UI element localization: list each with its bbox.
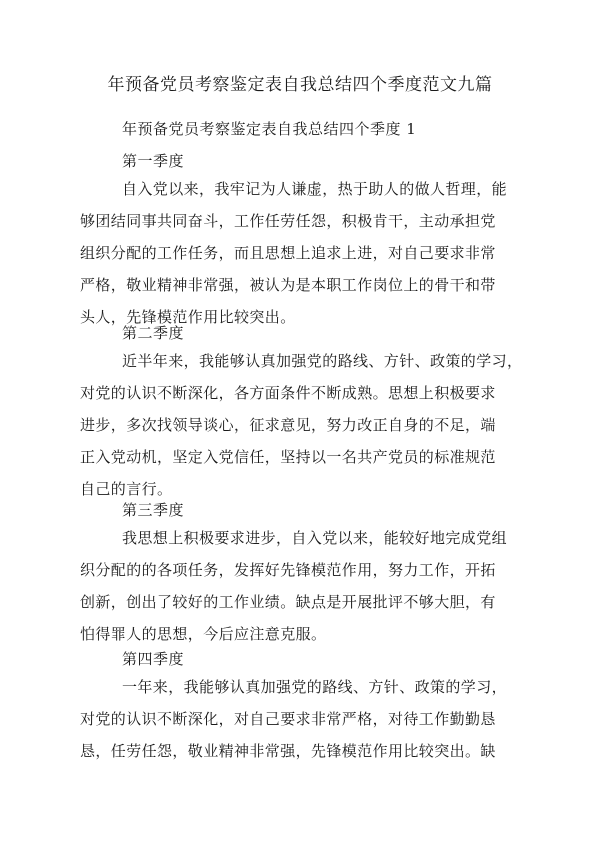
document-title: 年预备党员考察鉴定表自我总结四个季度范文九篇	[107, 75, 493, 95]
paragraph-line: 严格，敬业精神非常强，被认为是本职工作岗位上的骨干和带	[80, 276, 496, 294]
paragraph-line: 头人，先锋模范作用比较突出。	[80, 308, 296, 326]
section-paragraph-q1	[80, 173, 520, 333]
paragraph-line: 创新，创出了较好的工作业绩。缺点是开展批评不够大胆，有	[80, 593, 496, 611]
paragraph-line: 自己的言行。	[80, 480, 173, 498]
section-paragraph-q4	[80, 671, 520, 767]
section-heading-q3: 第三季度	[122, 501, 185, 519]
paragraph-line: 我思想上积极要求进步，自入党以来，能较好地完成党组	[122, 529, 508, 547]
paragraph-line: 正入党动机，坚定入党信任，坚持以一名共产党员的标准规范	[80, 448, 496, 466]
section-paragraph-q2	[80, 345, 523, 505]
paragraph-line: 对党的认识不断深化，对自己要求非常严格，对待工作勤勤恳	[80, 710, 496, 728]
section-heading-q2: 第二季度	[122, 324, 185, 342]
paragraph-line: 怕得罪人的思想，今后应注意克服。	[80, 625, 327, 643]
paragraph-line: 进步，多次找领导谈心，征求意见，努力改正自身的不足，端	[80, 416, 496, 434]
document-subtitle: 年预备党员考察鉴定表自我总结四个季度 1	[122, 120, 417, 138]
section-heading-q4: 第四季度	[122, 650, 185, 668]
paragraph-line: 对党的认识不断深化，各方面条件不断成熟。思想上积极要求	[80, 384, 496, 402]
paragraph-line: 织分配的的各项任务，发挥好先锋模范作用，努力工作，开拓	[80, 561, 496, 579]
paragraph-line: 组织分配的工作任务，而且思想上追求上进，对自己要求非常	[80, 244, 496, 262]
section-paragraph-q3	[80, 522, 520, 650]
paragraph-line: 够团结同事共同奋斗，工作任劳任怨，积极肯干，主动承担党	[80, 212, 496, 230]
paragraph-line: 恳，任劳任怨，敬业精神非常强，先锋模范作用比较突出。缺	[80, 742, 496, 760]
section-heading-q1: 第一季度	[122, 152, 185, 170]
paragraph-line: 自入党以来，我牢记为人谦虚，热于助人的做人哲理，能	[122, 180, 508, 198]
paragraph-line: 近半年来，我能够认真加强党的路线、方针、政策的学习，	[122, 352, 523, 370]
paragraph-line: 一年来，我能够认真加强党的路线、方针、政策的学习，	[122, 678, 508, 696]
